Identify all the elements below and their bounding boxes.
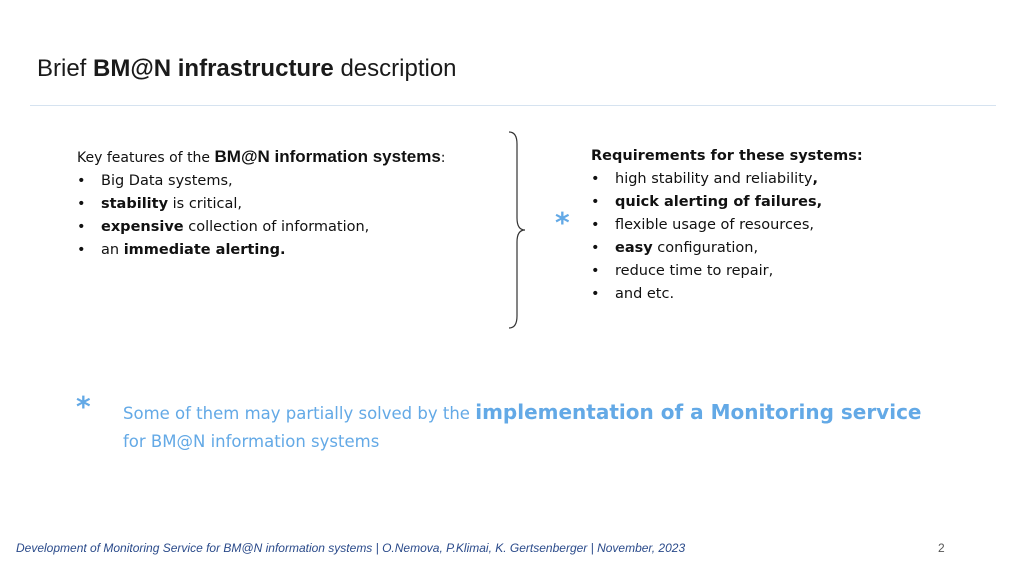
key-features-heading: [77, 145, 497, 170]
title-divider: [30, 105, 996, 106]
footer-text: Development of Monitoring Service for BM@N information systems | O.Nemova, P.Klimai, K. Gertsenberger | November, 2023: [16, 541, 686, 555]
curly-brace-icon: [505, 130, 529, 330]
key-features-list: [77, 170, 497, 262]
list-item: [591, 283, 951, 306]
list-item-bold: immediate alerting.: [123, 242, 286, 258]
requirements-list: [591, 168, 951, 306]
list-item-bold: easy: [615, 240, 653, 256]
slide-title: [37, 54, 457, 84]
list-item-text: flexible usage of resources,: [615, 217, 814, 233]
list-item: [591, 214, 951, 237]
list-item-text: is critical,: [168, 196, 243, 212]
list-item-text: reduce time to repair,: [615, 263, 774, 279]
list-item: [77, 193, 497, 216]
list-item-text: high stability and reliability: [615, 171, 813, 187]
list-item-pre: an: [101, 242, 124, 258]
note-text-pre: Some of them may partially solved by the: [123, 404, 476, 423]
note-text-bold: implementation of a Monitoring service: [475, 400, 922, 424]
key-features-heading-bold: BM@N information systems: [214, 147, 441, 166]
list-item-bold: expensive: [101, 219, 184, 235]
list-item-bold: ,: [812, 171, 818, 187]
requirements-heading: Requirements for these systems:: [591, 148, 863, 164]
note-asterisk-icon: *: [76, 390, 91, 423]
list-item: [591, 191, 951, 214]
list-item: [591, 168, 951, 191]
list-item-text: collection of information,: [183, 219, 370, 235]
list-item: [77, 216, 497, 239]
key-features-heading-pre: Key features of the: [77, 150, 215, 166]
list-item-bold: quick alerting of failures,: [615, 194, 823, 210]
list-item: [77, 239, 497, 262]
title-pre: Brief: [37, 55, 94, 82]
list-item-text: Big Data systems,: [101, 173, 233, 189]
list-item: [591, 260, 951, 283]
list-item: [77, 170, 497, 193]
title-post: description: [333, 55, 457, 82]
requirements-block: [591, 145, 951, 306]
note-text-line2: for BM@N information systems: [123, 432, 380, 451]
key-features-block: [77, 145, 497, 262]
title-bold: BM@N infrastructure: [93, 55, 334, 82]
list-item: [591, 237, 951, 260]
list-item-text: and etc.: [615, 286, 675, 302]
asterisk-icon: *: [555, 206, 570, 239]
monitoring-note: [123, 398, 943, 456]
page-number: 2: [938, 541, 945, 555]
list-item-bold: stability: [101, 196, 169, 212]
key-features-heading-post: :: [440, 150, 446, 166]
list-item-text: configuration,: [652, 240, 759, 256]
